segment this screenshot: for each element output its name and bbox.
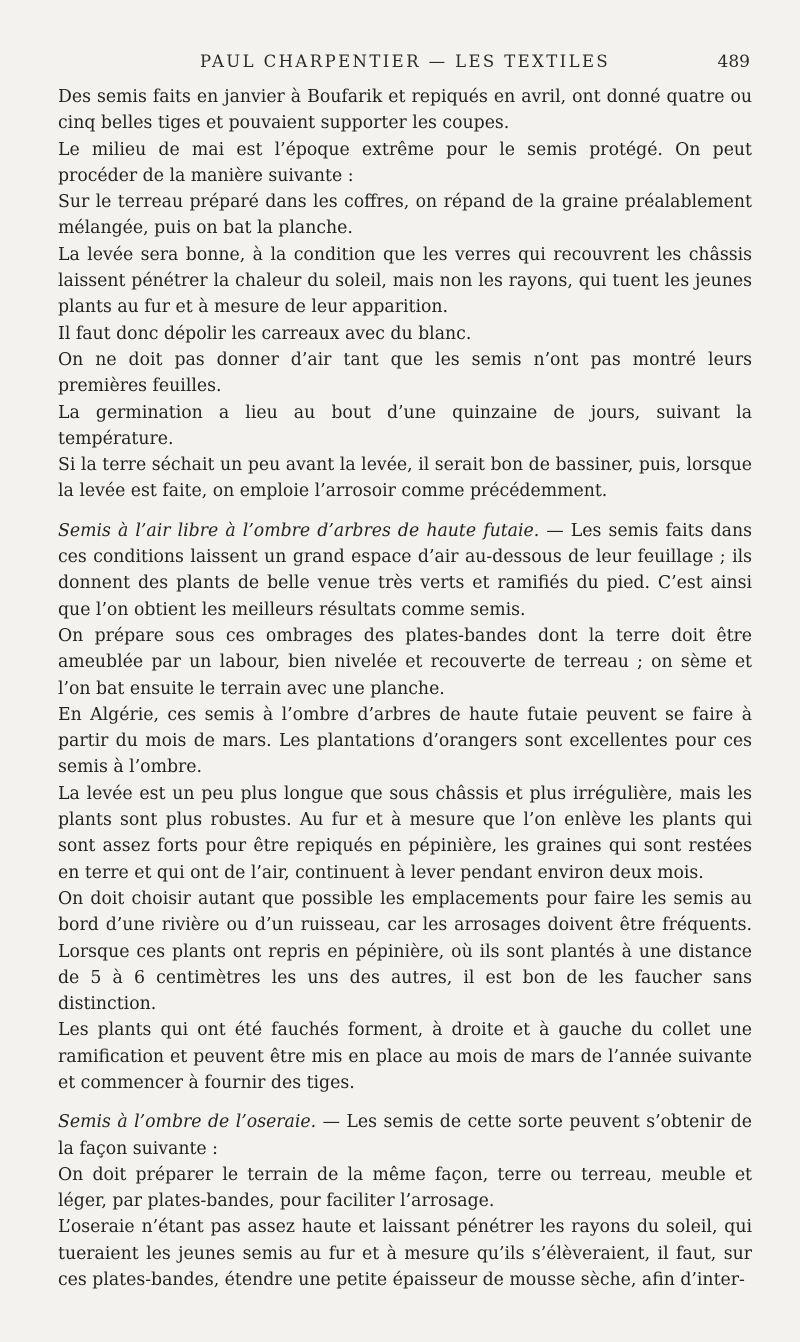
book-page: [58, 48, 752, 1293]
running-head-title: PAUL CHARPENTIER — LES TEXTILES: [200, 52, 611, 71]
paragraph: Semis à l’air libre à l’ombre d’arbres de haute futaie. — Les semis faits dans ces conditions laissent un grand espace d’air au-dessous de leur feuillage ; ils donnent des plants de belle venue très verts et ramifiés du pied. C’est ainsi que l’on obtient les meilleurs résultats comme semis.: [58, 520, 752, 620]
paragraph: Des semis faits en janvier à Boufarik et repiqués en avril, ont donné quatre ou cinq belles tiges et pouvaient supporter les coupes.: [58, 87, 752, 134]
paragraph: On doit choisir autant que possible les emplacements pour faire les semis au bord d’une rivière ou d’un ruisseau, car les arrosages doivent être fréquents. Lorsque ces plants ont repris en pépinière, où ils sont plantés à une distance de 5 à 6 centimètres les uns des autres, il est bon de les faucher sans distinction.: [58, 888, 752, 1015]
paragraph: Le milieu de mai est l’époque extrême pour le semis protégé. On peut procéder de la manière suivante :: [58, 139, 752, 186]
section-heading: Semis à l’ombre de l’oseraie.: [58, 1112, 317, 1133]
body-text: [58, 84, 752, 1293]
paragraph: La levée sera bonne, à la condition que les verres qui recouvrent les châssis laissent pénétrer la chaleur du soleil, mais non les rayons, qui tuent les jeunes plants au fur et à mesure de leur apparition.: [58, 244, 752, 318]
paragraph: On ne doit pas donner d’air tant que les semis n’ont pas montré leurs premières feuilles.: [58, 349, 752, 397]
paragraph: On doit préparer le terrain de la même façon, terre ou terreau, meuble et léger, par plates-bandes, pour faciliter l’arrosage.: [58, 1164, 752, 1212]
paragraph: Les plants qui ont été fauchés forment, à droite et à gauche du collet une ramification et peuvent être mis en place au mois de mars de l’année suivante et commencer à fournir des tiges.: [58, 1020, 752, 1093]
running-head: [58, 48, 752, 78]
paragraph: Si la terre séchait un peu avant la levée, il serait bon de bassiner, puis, lorsque la levée est faite, on emploie l’arrosoir comme précédemment.: [58, 455, 752, 502]
paragraph: Semis à l’ombre de l’oseraie. — Les semis de cette sorte peuvent s’obtenir de la façon suivante :: [58, 1112, 752, 1159]
paragraph: La germination a lieu au bout d’une quinzaine de jours, suivant la température.: [58, 402, 752, 449]
paragraph: L’oseraie n’étant pas assez haute et laissant pénétrer les rayons du soleil, qui tueraient les jeunes semis au fur et à mesure qu’ils s’élèveraient, il faut, sur ces plates-bandes, étendre une petite épaisseur de mousse sèche, afin d’inter-: [58, 1217, 752, 1291]
paragraph: Il faut donc dépolir les carreaux avec du blanc.: [58, 323, 472, 344]
paragraph: En Algérie, ces semis à l’ombre d’arbres de haute futaie peuvent se faire à partir du mois de mars. Les plantations d’orangers sont excellentes pour ces semis à l’ombre.: [58, 704, 752, 778]
section-heading: Semis à l’air libre à l’ombre d’arbres de haute futaie.: [58, 520, 540, 541]
paragraph: La levée est un peu plus longue que sous châssis et plus irrégulière, mais les plants sont plus robustes. Au fur et à mesure que l’on enlève les plants qui sont assez forts pour être repiqués en pépinière, les graines qui sont restées en terre et qui ont de l’air, continuent à lever pendant environ deux mois.: [58, 783, 752, 883]
paragraph: Sur le terreau préparé dans les coffres, on répand de la graine préalablement mélangée, puis on bat la planche.: [58, 192, 752, 239]
page-number: 489: [717, 52, 750, 72]
paragraph: On prépare sous ces ombrages des plates-bandes dont la terre doit être ameublée par un labour, bien nivelée et recouverte de terreau ; on sème et l’on bat ensuite le terrain avec une planche.: [58, 625, 752, 699]
